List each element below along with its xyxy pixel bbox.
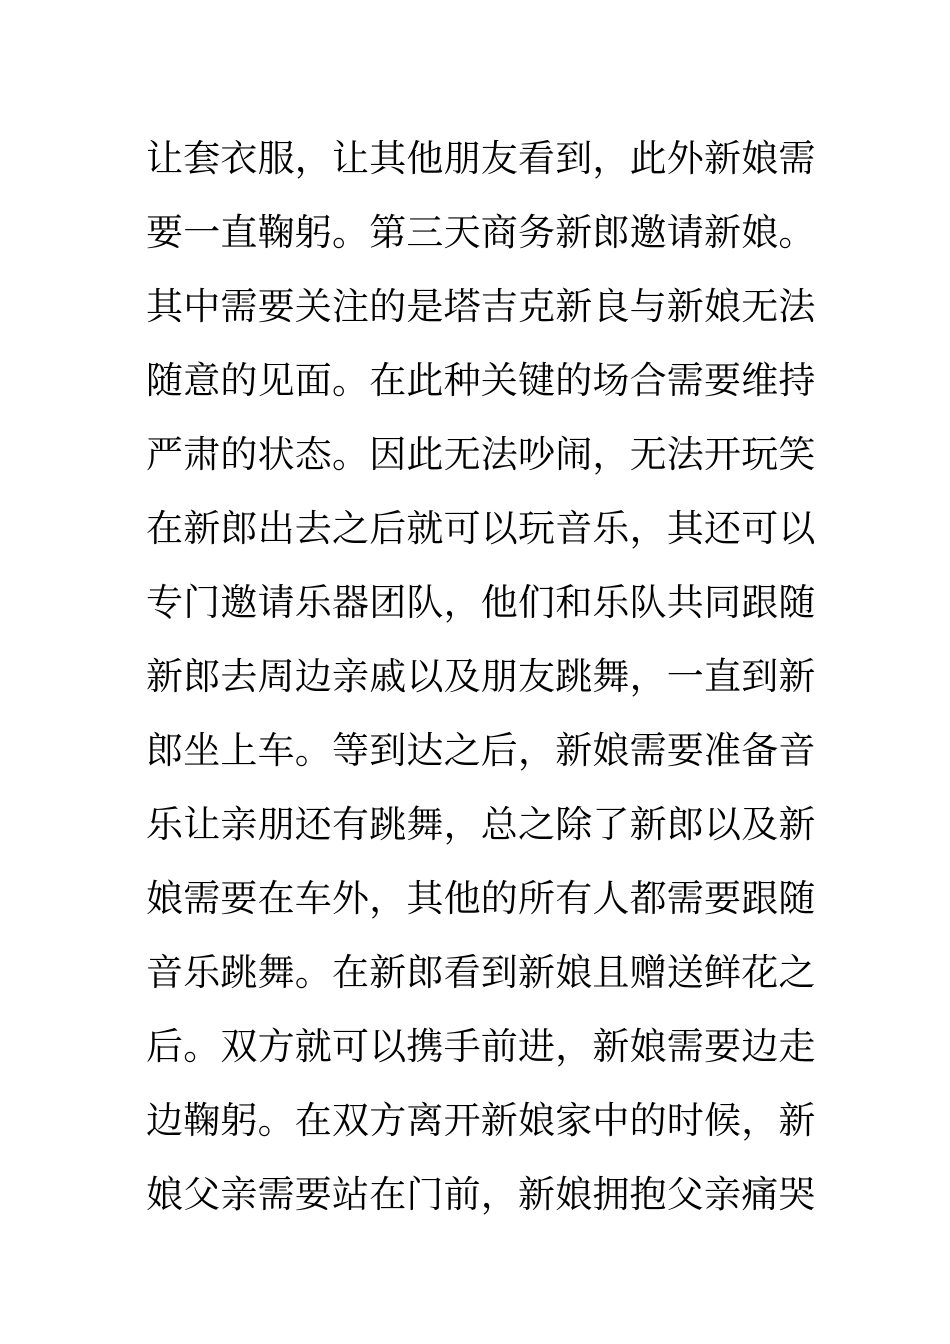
body-text [146,122,816,1232]
text-line: 新郎去周边亲戚以及朋友跳舞，一直到新 [146,655,816,698]
text-line: 娘父亲需要站在门前，新娘拥抱父亲痛哭 [146,1173,816,1216]
text-line: 其中需要关注的是塔吉克新良与新娘无法 [146,285,816,328]
text-line: 随意的见面。在此种关键的场合需要维持 [146,359,816,402]
text-line: 娘需要在车外，其他的所有人都需要跟随 [146,877,816,920]
text-line: 严肃的状态。因此无法吵闹，无法开玩笑 [146,433,816,476]
text-line: 后。双方就可以携手前进，新娘需要边走 [146,1025,816,1068]
text-line: 郎坐上车。等到达之后，新娘需要准备音 [146,729,816,772]
text-line: 音乐跳舞。在新郎看到新娘且赠送鲜花之 [146,951,816,994]
text-line: 让套衣服，让其他朋友看到，此外新娘需 [146,137,816,180]
text-line: 要一直鞠躬。第三天商务新郎邀请新娘。 [146,211,816,254]
text-line: 在新郎出去之后就可以玩音乐，其还可以 [146,507,816,550]
text-line: 边鞠躬。在双方离开新娘家中的时候，新 [146,1099,816,1142]
text-line: 乐让亲朋还有跳舞，总之除了新郎以及新 [146,803,816,846]
text-line: 专门邀请乐器团队，他们和乐队共同跟随 [146,581,816,624]
